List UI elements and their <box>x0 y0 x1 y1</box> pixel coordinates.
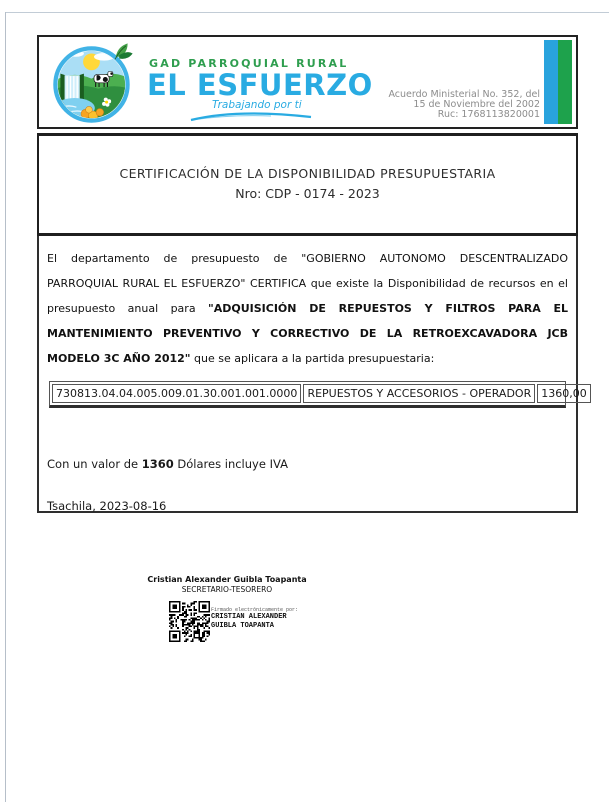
signer-position: SECRETARIO-TESORERO <box>181 585 273 594</box>
letterhead <box>37 35 578 129</box>
signer-name: Cristian Alexander Guibla Toapanta <box>147 575 307 584</box>
acuerdo-line-1: Acuerdo Ministerial No. 352, del <box>388 89 540 100</box>
esign-name-line-1: CRISTIAN ALEXANDER <box>211 613 287 621</box>
paragraph-intro: El departamento de presupuesto de "GOBIERNO AUTONOMO DESCENTRALIZADO PARROQUIAL RURAL EL ESFUERZO" CERTIFICA que existe la Disponibilidad de recursos en el presupuesto anual para <box>47 252 568 315</box>
accent-bar-blue <box>544 40 558 124</box>
esign-label: Firmado electrónicamente por: <box>211 607 299 613</box>
cdp-number: Nro: CDP - 0174 - 2023 <box>235 186 380 201</box>
gad-el-esfuerzo-logo-icon <box>52 40 136 124</box>
swoosh-icon <box>189 111 314 123</box>
signature-block <box>117 575 337 594</box>
budget-item-description-cell: REPUESTOS Y ACCESORIOS - OPERADOR <box>303 384 535 403</box>
page-edge-left <box>5 12 6 802</box>
budget-item-code-cell: 730813.04.04.005.009.01.30.001.001.0000 <box>52 384 301 403</box>
page-edge-top <box>5 12 609 13</box>
budget-line-table <box>49 381 587 408</box>
budget-item-amount-cell: 1360,00 <box>537 384 591 403</box>
org-slogan: Trabajando por ti <box>212 99 302 111</box>
certification-body-box <box>37 236 587 513</box>
value-text-after: Dólares incluye IVA <box>173 457 288 471</box>
paragraph-outro: que se aplicara a la partida presupuestaria: <box>190 352 435 365</box>
electronic-signature-stamp <box>211 607 298 630</box>
value-statement <box>47 457 568 471</box>
certification-title-box <box>37 133 578 236</box>
value-amount: 1360 <box>141 457 174 471</box>
org-type-label: GAD PARROQUIAL RURAL <box>149 57 349 70</box>
value-text-before: Con un valor de <box>47 457 142 471</box>
org-name: EL ESFUERZO <box>147 68 373 102</box>
ministerial-agreement-block <box>388 90 540 120</box>
qr-code-image <box>169 601 210 642</box>
place-and-date: Tsachila, 2023-08-16 <box>47 499 167 513</box>
acuerdo-line-2: 15 de Noviembre del 2002 <box>413 99 540 110</box>
project-name-bold: "ADQUISICIÓN DE REPUESTOS Y FILTROS PARA EL MANTENIMIENTO PREVENTIVO Y CORRECTIVO DE LA RETROEXCAVADORA JCB MODELO 3C AÑO 2012" <box>47 302 568 365</box>
certification-title: CERTIFICACIÓN DE LA DISPONIBILIDAD PRESUPUESTARIA <box>119 166 496 181</box>
esign-name-line-2: GUIBLA TOAPANTA <box>211 621 275 630</box>
ruc-line: Ruc: 1768113820001 <box>437 109 540 120</box>
accent-bar-green <box>558 40 572 124</box>
certification-paragraph <box>47 246 568 371</box>
